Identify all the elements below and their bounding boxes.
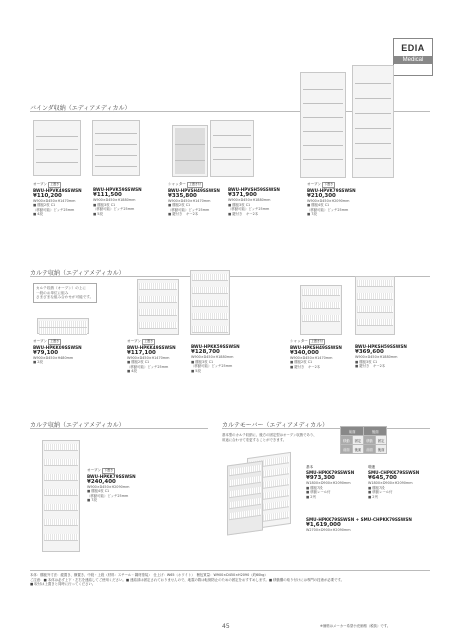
- product-spec: W900×D450×H2090mm: [87, 484, 130, 489]
- product-price: ¥335,800: [168, 192, 197, 199]
- product-spec: ■ 鍵付き キー2本: [228, 211, 259, 216]
- product-spec: ■ 棚板7段: [306, 485, 323, 490]
- product-code: SMU-HPKK79SSWSN: [306, 470, 355, 475]
- product-code: BWU-HPVK59SSWSN: [93, 187, 142, 192]
- table-header: 前面: [341, 427, 364, 436]
- logo-sub: Medical: [394, 56, 432, 64]
- product-tag-box: 上置き: [50, 339, 60, 343]
- product-row2-3: [191, 344, 253, 373]
- product-spec: W900×D450×H1470mm: [168, 198, 211, 203]
- product-spec: W900×D450×H1880mm: [355, 355, 398, 359]
- product-code: SMU-CHPKK79SSWSN: [368, 470, 420, 475]
- karte-description: [33, 283, 97, 303]
- product-price: ¥79,100: [33, 349, 59, 356]
- product-tag: シャッター: [168, 182, 186, 186]
- product-row1-5: [307, 182, 377, 217]
- product-price: ¥645,700: [368, 475, 397, 481]
- section-rule: [222, 428, 430, 429]
- product-price: ¥340,000: [290, 349, 319, 356]
- product-spec: W900×D450×H1470mm: [290, 355, 333, 360]
- cabinet-image: [33, 120, 81, 176]
- product-spec: ■ 7段: [307, 212, 317, 217]
- product-spec: ■ 棚板2枚 C1: [290, 360, 313, 365]
- section-title-binder: バインダ収納（エディアメディカル）: [30, 105, 131, 112]
- product-spec: （移動可能）ピッチ25mm: [191, 364, 233, 368]
- product-spec: W900×D450×H1880mm: [191, 355, 234, 359]
- product-price: ¥973,300: [306, 475, 335, 481]
- product-spec: ■ 4段: [127, 369, 137, 374]
- product-spec: （移動可能）ピッチ25mm: [228, 207, 270, 211]
- product-spec: （移動可能）ピッチ25mm: [168, 207, 210, 212]
- karte-desc-line: カルテ収納（オープン）の上に: [36, 286, 86, 290]
- product-code: BWU-HPKK49SSWSN: [127, 344, 176, 350]
- product-row2-4: [290, 339, 352, 369]
- product-code: BWU-HPKK79SSWSN: [87, 473, 136, 479]
- product-spec: （移動可能）ピッチ25mm: [93, 207, 135, 211]
- product-code: BWU-HPVK49SSWSN: [33, 187, 82, 193]
- combo-code: SMU-HPKK79SSWSN + SMU-CHPKK79SSWSN: [306, 517, 412, 522]
- footer-right-note: ※価格はメーカー希望小売価格（税抜）です。: [320, 624, 391, 628]
- product-spec: ■ 棚板2枚 C1: [168, 203, 191, 208]
- section-title-karte: カルテ収納（エディアメディカル）: [30, 270, 125, 277]
- footer-note-line: ご注意：■ 本体は必ず上下・左右を連結してご使用ください。■ 連結部は固定されておりませんので、地震の際は転倒防止のための固定をおすすめします。■ 移動棚の取り付けには専門の技術が必要です。: [30, 577, 345, 582]
- mover-description: [222, 433, 342, 442]
- product-row2-2: [127, 339, 189, 374]
- product-spec: W1800×D900×H2090mm: [306, 481, 351, 485]
- mover-desc-line: 基本型のカルテ収納に、後方の固定型はオープン収納であり、: [222, 433, 317, 437]
- product-code: BWU-HPKK09SSWSN: [33, 344, 82, 350]
- product-row2-5: [355, 344, 423, 369]
- product-code: BWU-HPVK79SSWSN: [307, 187, 356, 193]
- cabinet-image: [355, 276, 395, 335]
- footer-note-line: ■ 取付は上置きと同時に行ってください。: [30, 582, 96, 587]
- product-spec: W900×D450×H1880mm: [228, 198, 271, 202]
- product-price: ¥369,600: [355, 349, 384, 355]
- product-spec: W900×D450×H480mm: [33, 355, 74, 360]
- product-spec: ■ 4段: [33, 212, 43, 217]
- combo-note: W2700×D900×H2090mm: [306, 528, 351, 532]
- mover-combo: [306, 517, 430, 533]
- product-spec: W900×D450×H1470mm: [127, 355, 170, 360]
- product-spec: ■ 棚板4枚 C1: [87, 489, 110, 494]
- product-spec: ■ 棚板3枚 C1: [191, 359, 214, 364]
- product-spec: ■ 棚板2枚 C1: [33, 203, 56, 208]
- product-price: ¥110,200: [33, 192, 62, 199]
- product-tag: オープン: [307, 182, 322, 186]
- product-code: BWU-HPVSH59SSWSN: [228, 187, 280, 192]
- product-tag: オープン: [127, 339, 142, 343]
- product-price: ¥117,100: [127, 349, 156, 356]
- product-spec: （移動可能）ピッチ25mm: [87, 493, 129, 498]
- product-row1-3: [168, 182, 226, 217]
- table-cell: 前面: [341, 445, 353, 454]
- table-cell: 移動: [364, 436, 376, 445]
- product-tag: オープン: [87, 468, 102, 472]
- cabinet-image: [300, 285, 342, 335]
- cabinet-image: [172, 125, 208, 177]
- product-tag: オープン: [33, 339, 48, 343]
- product-spec: ■ 棚板3枚 C1: [93, 202, 116, 207]
- cabinet-image: [42, 440, 80, 552]
- mover-product-2: [368, 465, 430, 499]
- section-rule: [30, 428, 208, 429]
- product-spec: ■ 2段: [33, 360, 43, 365]
- product-spec: ■ 5段: [191, 368, 201, 373]
- product-tag-box: 下置き: [324, 182, 334, 186]
- cabinet-image: [352, 65, 394, 178]
- product-spec: ■ 棚板2枚 C1: [127, 360, 150, 365]
- karte-desc-line: 一段のお単位に組み: [36, 290, 69, 295]
- product-row1-4: [228, 187, 288, 216]
- edia-medical-logo: [393, 38, 433, 76]
- product-tag-box: 上置き: [144, 339, 154, 343]
- product-spec: ■ 棚板3枚 C1: [228, 202, 251, 207]
- cabinet-image: [92, 120, 140, 176]
- product-spec: ■ 鍵付き キー2本: [168, 212, 199, 217]
- product-tag-box: 上置き付: [188, 182, 201, 186]
- product-spec: W900×D450×H1470mm: [33, 198, 76, 203]
- product-spec: ■ 棚板7段: [368, 485, 385, 490]
- product-tag-box: 下置き: [104, 468, 114, 472]
- table-header: 後面: [364, 427, 387, 436]
- product-code: BWU-HPKSH49SSWSN: [290, 344, 342, 350]
- combo-price: ¥1,619,000: [306, 522, 341, 528]
- product-code: BWU-HPKSH59SSWSN: [355, 344, 407, 349]
- cabinet-image: [137, 279, 179, 335]
- product-tag-box: 上置き付: [310, 339, 323, 343]
- product-spec: ■ 鍵付き キー2本: [290, 364, 321, 369]
- product-price: ¥111,500: [93, 192, 122, 198]
- cabinet-image: [210, 120, 254, 177]
- product-spec: ■ 2列: [306, 494, 316, 499]
- table-cell: 後面: [375, 445, 387, 454]
- product-tag: オープン: [33, 182, 48, 186]
- product-row2-1: [33, 339, 95, 365]
- footer-note-line: 本体：棚板外寸法：縦置き、横置き、中段・上段（材料：スチール・鋼材塗装） 仕上げ：W65（ホワイト） 梱包質量：W900×D450×H2090（約60kg）: [30, 573, 268, 577]
- logo-brand: EDIA: [401, 43, 425, 53]
- product-price: ¥210,300: [307, 192, 336, 199]
- product-spec: ■ 棚板4枚 C1: [307, 203, 330, 208]
- product-price: ¥240,400: [87, 478, 116, 485]
- product-spec: ■ 棚板3枚 C1: [355, 359, 378, 364]
- mover-desc-line: 用途に合わせて変更することができます。: [222, 437, 287, 442]
- product-price: ¥128,700: [191, 349, 220, 355]
- product-spec: ■ 2列: [368, 494, 378, 499]
- page-number: 45: [222, 623, 230, 630]
- section-title-karte2: カルテ収納（エディアメディカル）: [30, 422, 125, 429]
- product-spec: W900×D450×H1880mm: [93, 198, 136, 202]
- product-spec: W1800×D900×H2090mm: [368, 481, 413, 485]
- product-spec: W900×D450×H2090mm: [307, 198, 350, 203]
- product-spec: （移動可能）ピッチ25mm: [307, 207, 349, 212]
- cabinet-image: [300, 72, 346, 178]
- product-tag-box: 上置き: [50, 182, 60, 186]
- footer-notes: [30, 573, 430, 587]
- product-row1-1: [33, 182, 89, 217]
- table-cell: 前面: [364, 445, 376, 454]
- product-tag: 増連: [368, 465, 376, 469]
- footer-rule: [30, 570, 430, 571]
- product-spec: ■ 移動レール付: [306, 490, 331, 494]
- product-row3: [87, 468, 167, 503]
- karte-desc-line: さまざまな組み合わせが可能です。: [36, 295, 94, 300]
- product-spec: ■ 鍵付き キー2本: [355, 364, 386, 368]
- mover-layout-table: [340, 426, 387, 454]
- product-tag: 基本: [306, 465, 314, 469]
- product-tag: シャッター: [290, 339, 308, 343]
- section-title-carte-mover: カルテモーバー（エディアメディカル）: [222, 422, 329, 429]
- product-code: BWU-HPVSH49SSWSN: [168, 187, 220, 193]
- cabinet-image: [190, 270, 230, 335]
- product-spec: ■ 移動レール付: [368, 490, 393, 494]
- product-row1-2: [93, 187, 151, 216]
- product-price: ¥371,900: [228, 192, 257, 198]
- product-spec: （移動可能）ピッチ25mm: [127, 364, 169, 369]
- table-cell: 固定: [352, 436, 364, 445]
- table-cell: 移動: [341, 436, 353, 445]
- product-spec: （移動可能）ピッチ25mm: [33, 207, 75, 212]
- carte-mover-image: [225, 455, 293, 533]
- product-code: BWU-HPKK59SSWSN: [191, 344, 240, 349]
- product-spec: ■ 7段: [87, 498, 97, 503]
- product-spec: ■ 5段: [93, 211, 103, 216]
- mover-product-1: [306, 465, 364, 499]
- cabinet-image: [37, 318, 89, 334]
- table-cell: 固定: [375, 436, 387, 445]
- table-cell: 後面: [352, 445, 364, 454]
